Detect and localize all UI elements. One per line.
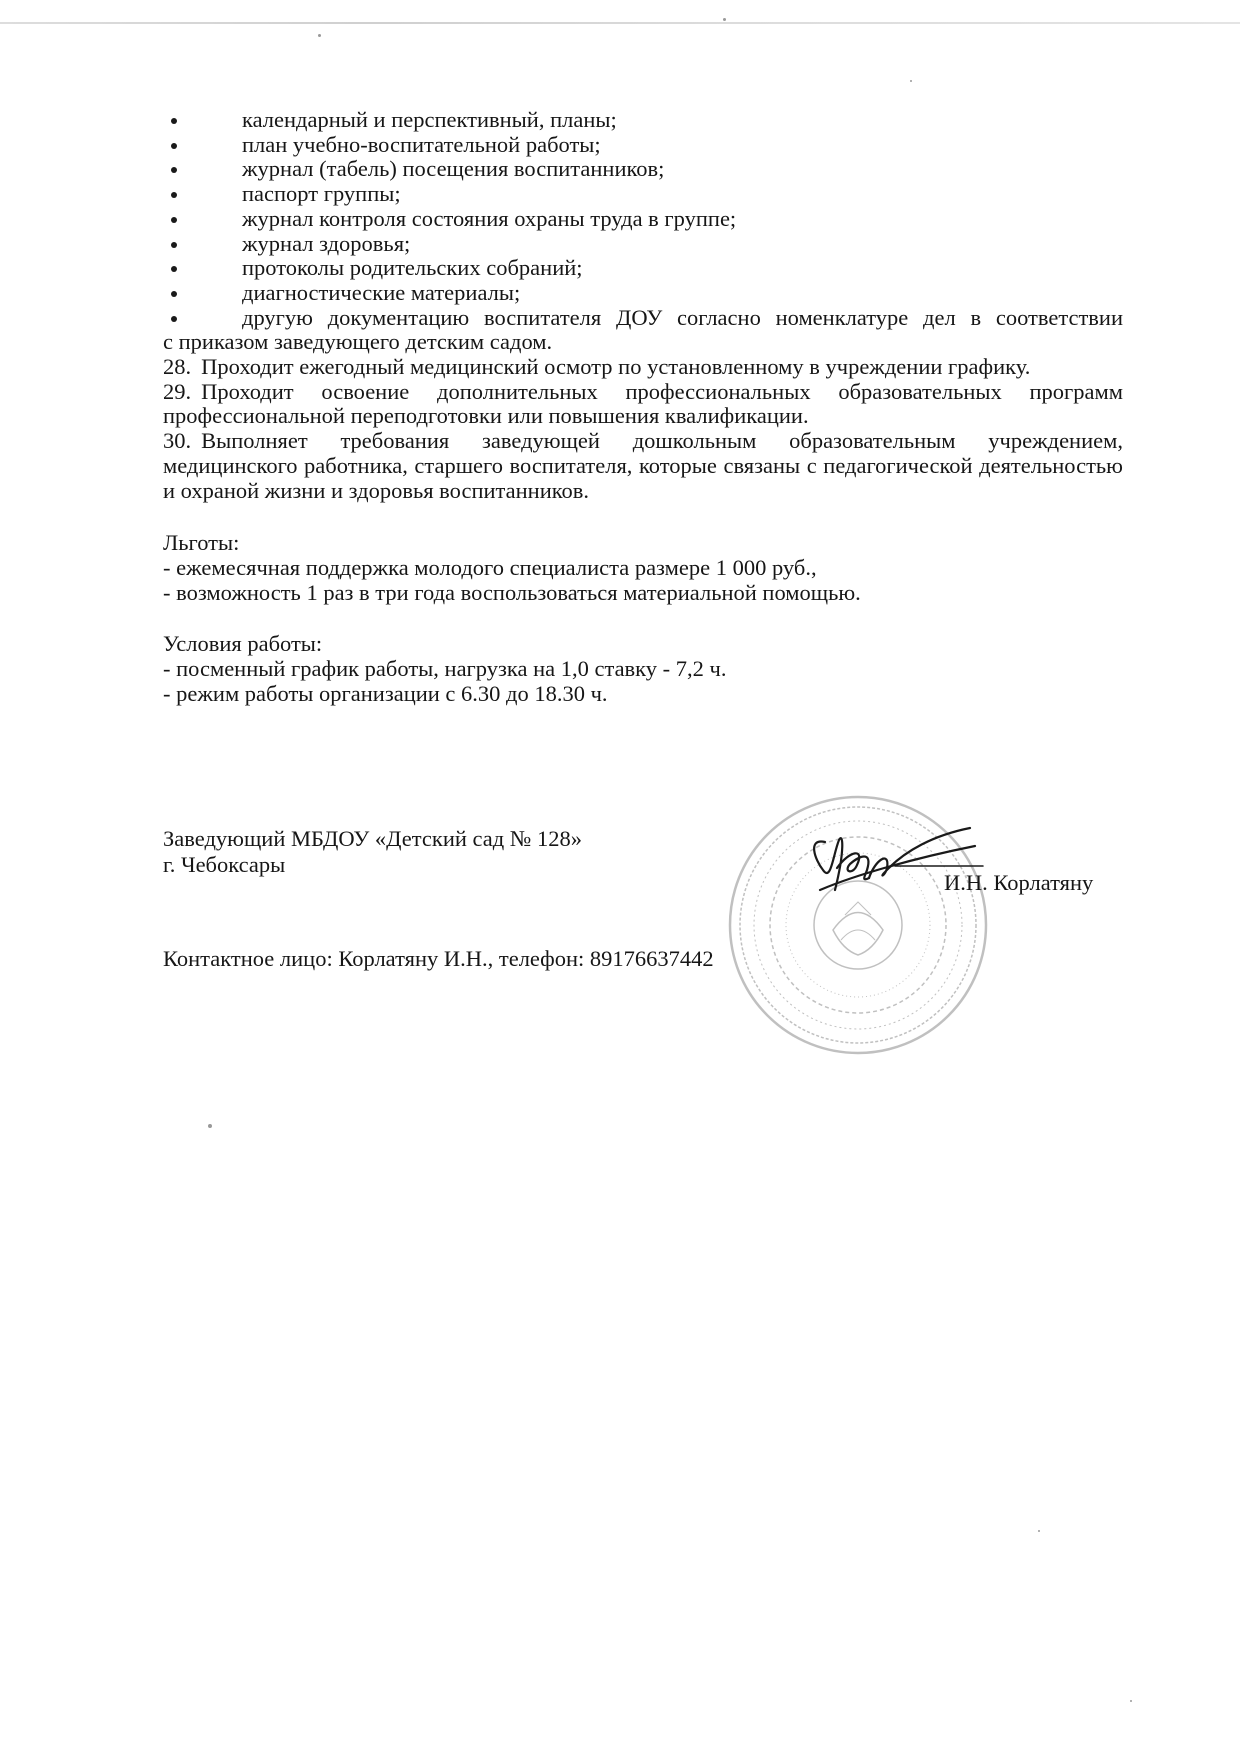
- list-item: [163, 108, 1123, 133]
- scan-speck: [723, 18, 726, 21]
- list-item: - режим работы организации с 6.30 до 18.30 ч.: [163, 680, 608, 706]
- document-body: [163, 108, 1123, 706]
- signatory-name: И.Н. Корлатяну: [944, 870, 1094, 895]
- scan-speck: [318, 34, 321, 37]
- duties-bullet-list: [163, 108, 1123, 355]
- item-number: 30.: [163, 428, 192, 454]
- list-item-text: паспорт группы;: [242, 181, 401, 207]
- list-item: [163, 281, 1123, 306]
- list-item-text: протоколы родительских собраний;: [242, 255, 583, 281]
- item-number: 29.: [163, 378, 192, 404]
- list-item: [163, 133, 1123, 158]
- section-heading: Условия работы:: [163, 631, 323, 657]
- list-item: - возможность 1 раз в три года воспользоваться материальной помощью.: [163, 579, 861, 605]
- list-item-text: календарный и перспективный, планы;: [242, 107, 617, 132]
- list-item: [163, 256, 1123, 281]
- item-text: Проходит освоение дополнительных профессиональных образовательных программ профессиональной переподготовки или повышения квалификации.: [163, 378, 1123, 429]
- benefits-section: [163, 531, 1123, 605]
- list-item-text: журнал контроля состояния охраны труда в группе;: [242, 205, 737, 231]
- scan-speck: [1130, 1700, 1132, 1702]
- numbered-duties: [163, 355, 1123, 503]
- item-text: Проходит ежегодный медицинский осмотр по установленному в учреждении графику.: [201, 354, 1031, 380]
- numbered-item: [163, 380, 1123, 429]
- list-item: [163, 306, 1123, 355]
- list-item-text: план учебно-воспитательной работы;: [242, 131, 601, 157]
- handwritten-signature: [795, 820, 985, 910]
- numbered-item: [163, 355, 1123, 380]
- list-item-text-continuation: с приказом заведующего детским садом.: [163, 329, 553, 355]
- scan-speck: [1038, 1530, 1040, 1532]
- list-item: - ежемесячная поддержка молодого специалиста размере 1 000 руб.,: [163, 554, 817, 580]
- contact-line: Контактное лицо: Корлатяну И.Н., телефон: 89176637442: [163, 946, 714, 971]
- list-item-text: журнал здоровья;: [242, 230, 411, 256]
- bullet-icon: [171, 266, 177, 272]
- list-item: [163, 207, 1123, 232]
- scan-speck: [208, 1124, 212, 1128]
- bullet-icon: [171, 316, 177, 322]
- scan-speck: [910, 80, 912, 82]
- work-conditions-section: [163, 632, 1123, 706]
- bullet-icon: [171, 118, 177, 124]
- list-item-text: журнал (табель) посещения воспитанников;: [242, 156, 665, 182]
- bullet-icon: [171, 167, 177, 173]
- bullet-icon: [171, 217, 177, 223]
- bullet-icon: [171, 192, 177, 198]
- item-number: 28.: [163, 354, 192, 380]
- list-item: [163, 182, 1123, 207]
- bullet-icon: [171, 143, 177, 149]
- list-item: - посменный график работы, нагрузка на 1,0 ставку - 7,2 ч.: [163, 656, 727, 682]
- list-item-text: другую документацию воспитателя ДОУ согласно номенклатуре дел в соответствии: [242, 304, 1123, 330]
- numbered-item: [163, 429, 1123, 503]
- list-item-text: диагностические материалы;: [242, 279, 521, 305]
- signature-block: [163, 826, 582, 878]
- scan-top-edge: [0, 22, 1240, 24]
- signatory-position: Заведующий МБДОУ «Детский сад № 128»: [163, 826, 582, 851]
- item-text: Выполняет требования заведующей дошкольным образовательным учреждением, медицинского работника, старшего воспитателя, которые связаны с педагогической деятельностью и охраной жизни и здоровья воспитанников.: [163, 428, 1123, 503]
- signatory-city: г. Чебоксары: [163, 852, 286, 877]
- bullet-icon: [171, 242, 177, 248]
- list-item: [163, 157, 1123, 182]
- bullet-icon: [171, 291, 177, 297]
- list-item: [163, 232, 1123, 257]
- section-heading: Льготы:: [163, 530, 240, 556]
